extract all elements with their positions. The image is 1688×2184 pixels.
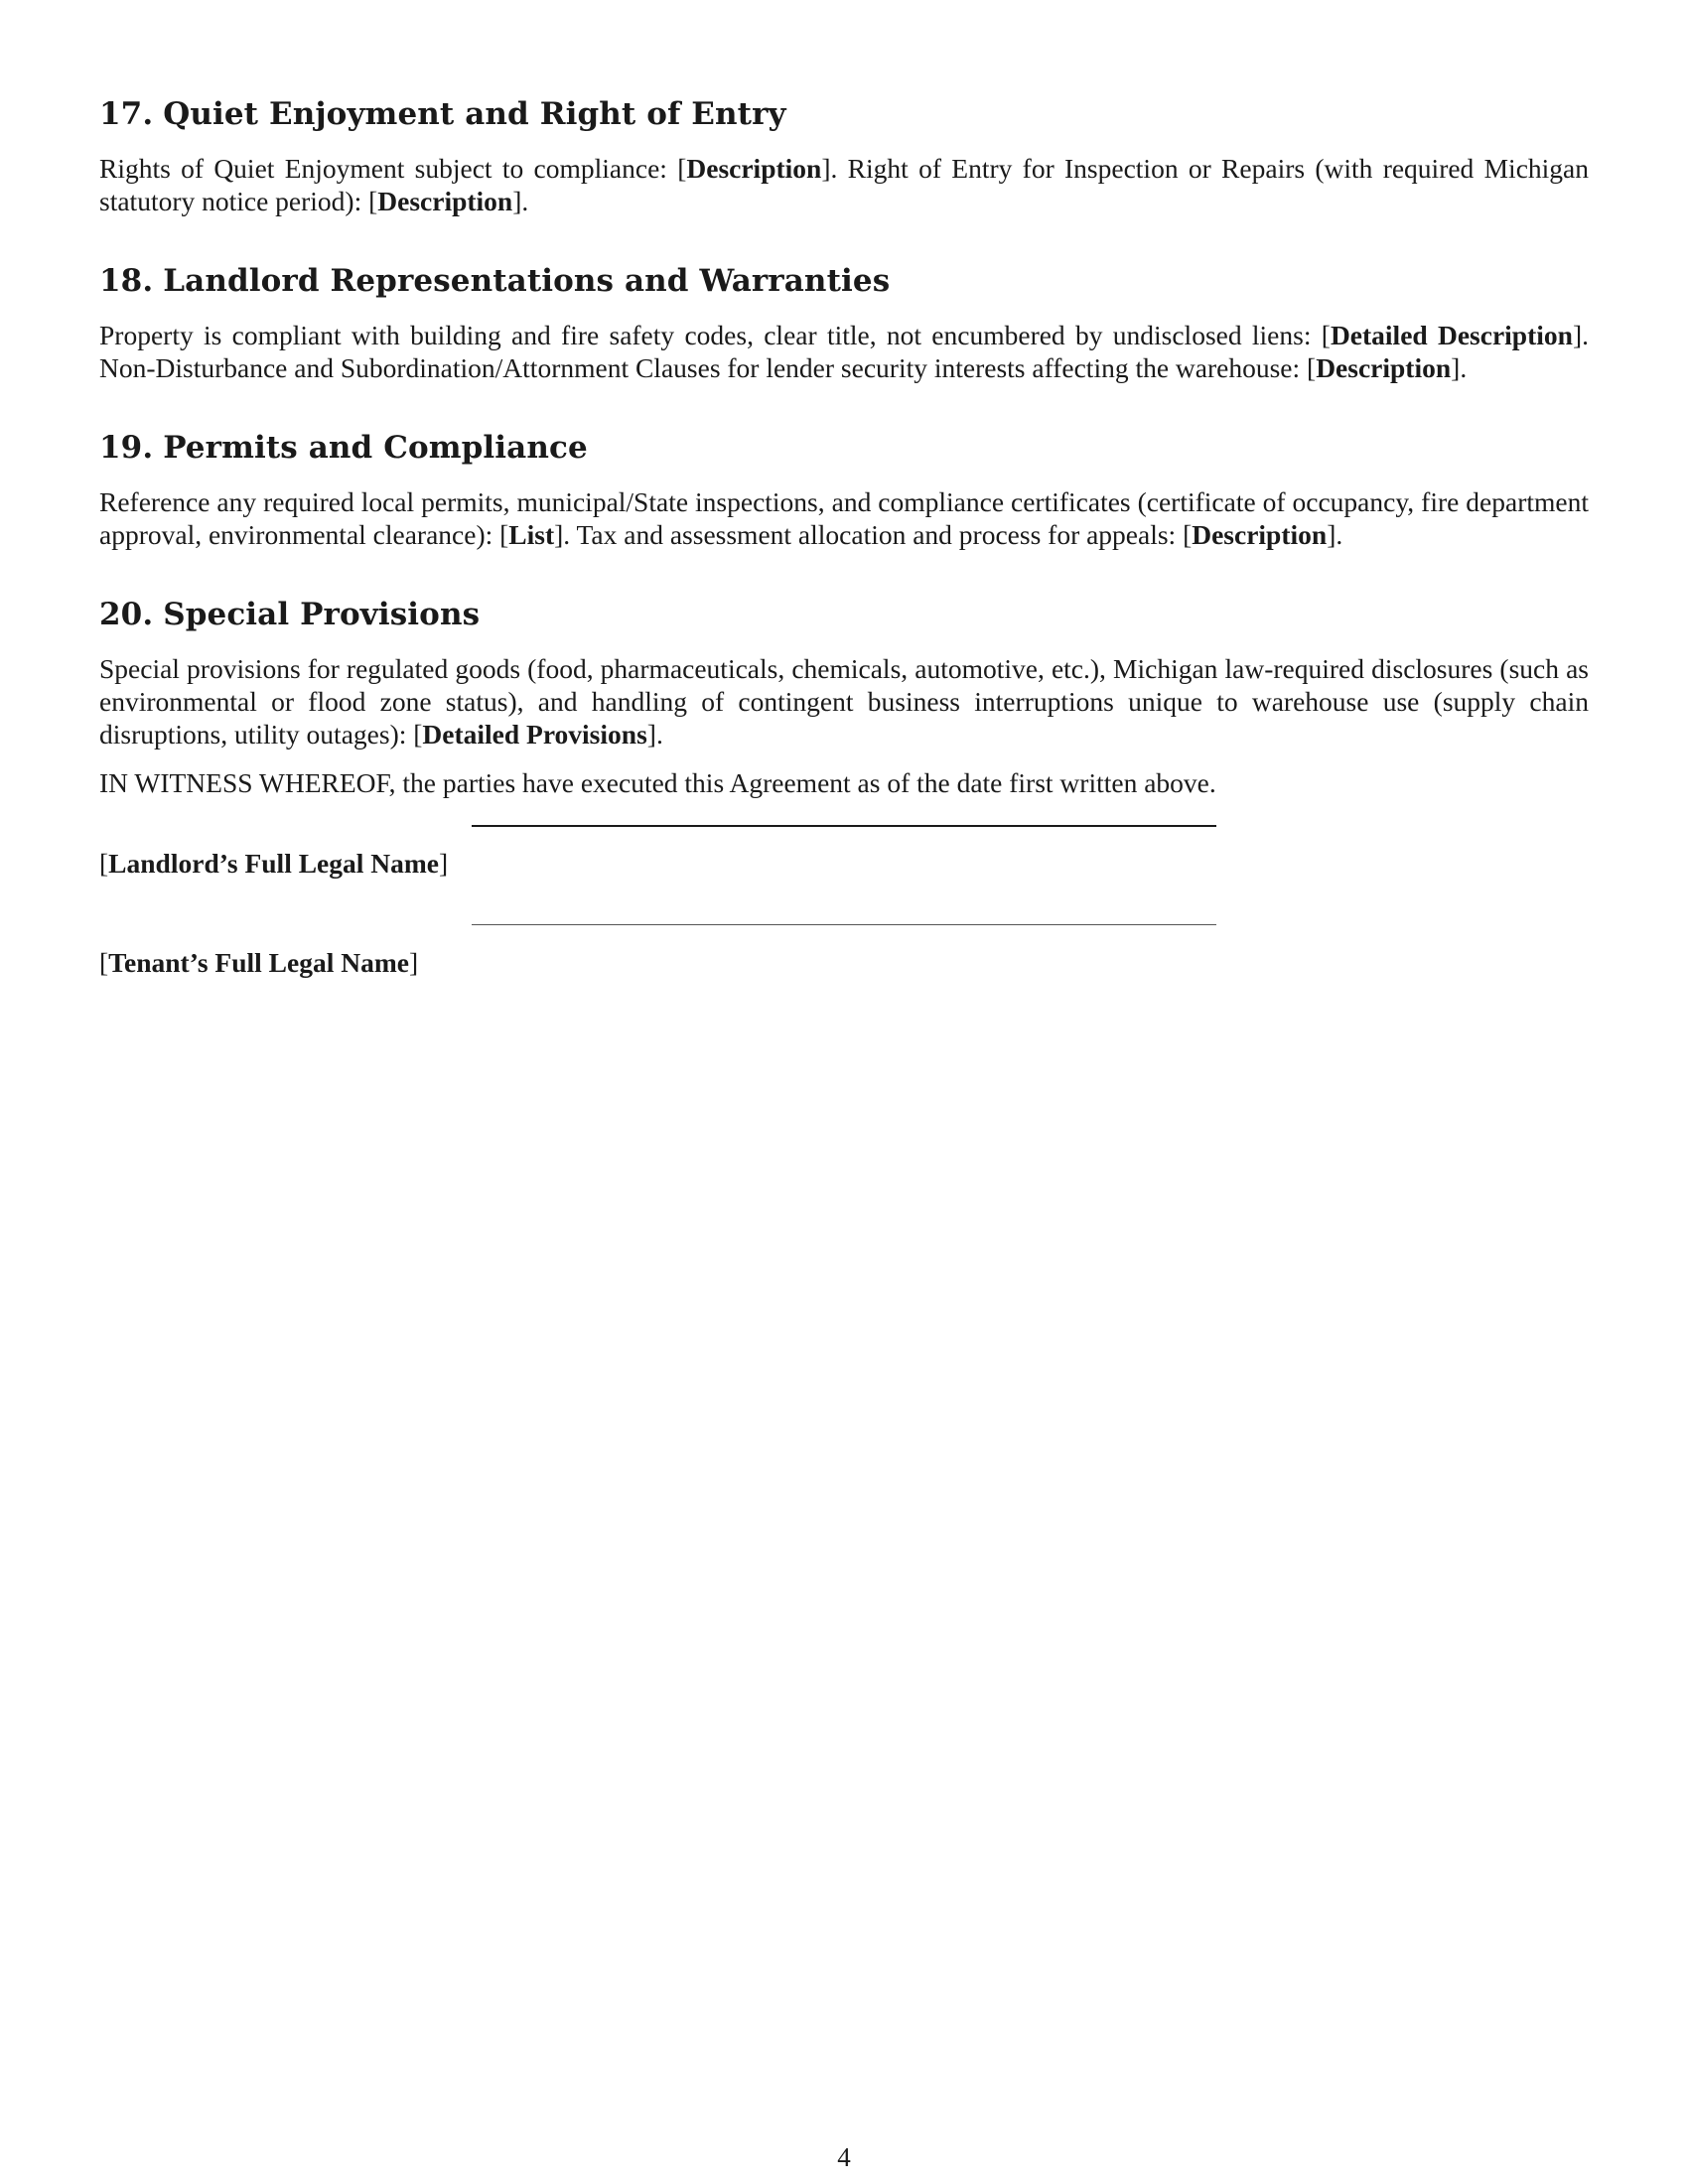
paragraph-text: ]. [1451,352,1468,383]
paragraph-text: Reference any required local permits, municipal/State inspections, and compliance certificates (certificate of occupancy, fire department approval, environmental clearance): [ [99,486,1589,550]
paragraph-text: Property is compliant with building and fire safety codes, clear title, not encumbered by undisclosed liens: [ [99,320,1331,350]
section-title: Special Provisions [163,597,481,632]
bracket: [ [99,947,109,978]
placeholder-field: Detailed Description [1330,320,1573,350]
tenant-signature-line[interactable] [472,924,1216,925]
section-heading [99,428,1589,468]
section-number: 19. [99,430,154,466]
placeholder-field: Description [1316,352,1452,383]
paragraph-text: Rights of Quiet Enjoyment subject to compliance: [ [99,153,687,184]
paragraph-text: ]. [646,719,663,750]
placeholder-field: List [508,519,555,550]
section-20 [99,595,1589,751]
placeholder-field: Detailed Provisions [422,719,647,750]
paragraph-text: ]. Tax and assessment allocation and process for appeals: [ [554,519,1193,550]
section-heading [99,595,1589,634]
bracket: ] [408,947,419,978]
tenant-signature-block [99,924,1589,1024]
section-17 [99,94,1589,217]
section-heading [99,261,1589,301]
paragraph-text: ]. Right of Entry for Inspection or Repairs (with required Michigan statutory notice period): [ [99,153,1589,216]
document-page [99,94,1589,1024]
landlord-signature-line[interactable] [472,825,1216,827]
section-paragraph [99,152,1589,217]
section-number: 17. [99,96,154,132]
bracket: ] [439,848,449,879]
landlord-name-placeholder: Landlord’s Full Legal Name [108,848,439,879]
witness-statement: IN WITNESS WHEREOF, the parties have executed this Agreement as of the date first written above. [99,767,1216,798]
section-18 [99,261,1589,384]
section-title: Quiet Enjoyment and Right of Entry [163,96,786,132]
placeholder-field: Description [377,186,513,216]
section-title: Permits and Compliance [163,430,588,466]
paragraph-text: ]. [512,186,529,216]
section-number: 20. [99,597,154,632]
paragraph-text: ]. Non-Disturbance and Subordination/Attornment Clauses for lender security interests affecting the warehouse: [ [99,320,1589,383]
section-title: Landlord Representations and Warranties [163,263,891,299]
section-heading [99,94,1589,134]
placeholder-field: Description [686,153,822,184]
tenant-name [99,946,418,979]
section-number: 18. [99,263,154,299]
page-number: 4 [837,2142,851,2172]
placeholder-field: Description [1192,519,1328,550]
landlord-signature-block [99,825,1589,924]
paragraph-text: Special provisions for regulated goods (food, pharmaceuticals, chemicals, automotive, etc.), Michigan law-required disclosures (such as environmental or flood zone status), and handling of contingent business interruptions unique to warehouse use (supply chain disruptions, utility outages): [ [99,653,1589,750]
bracket: [ [99,848,109,879]
section-paragraph [99,652,1589,751]
section-paragraph [99,485,1589,551]
paragraph-text: ]. [1327,519,1343,550]
landlord-name [99,847,448,880]
section-19 [99,428,1589,551]
tenant-name-placeholder: Tenant’s Full Legal Name [108,947,409,978]
section-paragraph [99,319,1589,384]
